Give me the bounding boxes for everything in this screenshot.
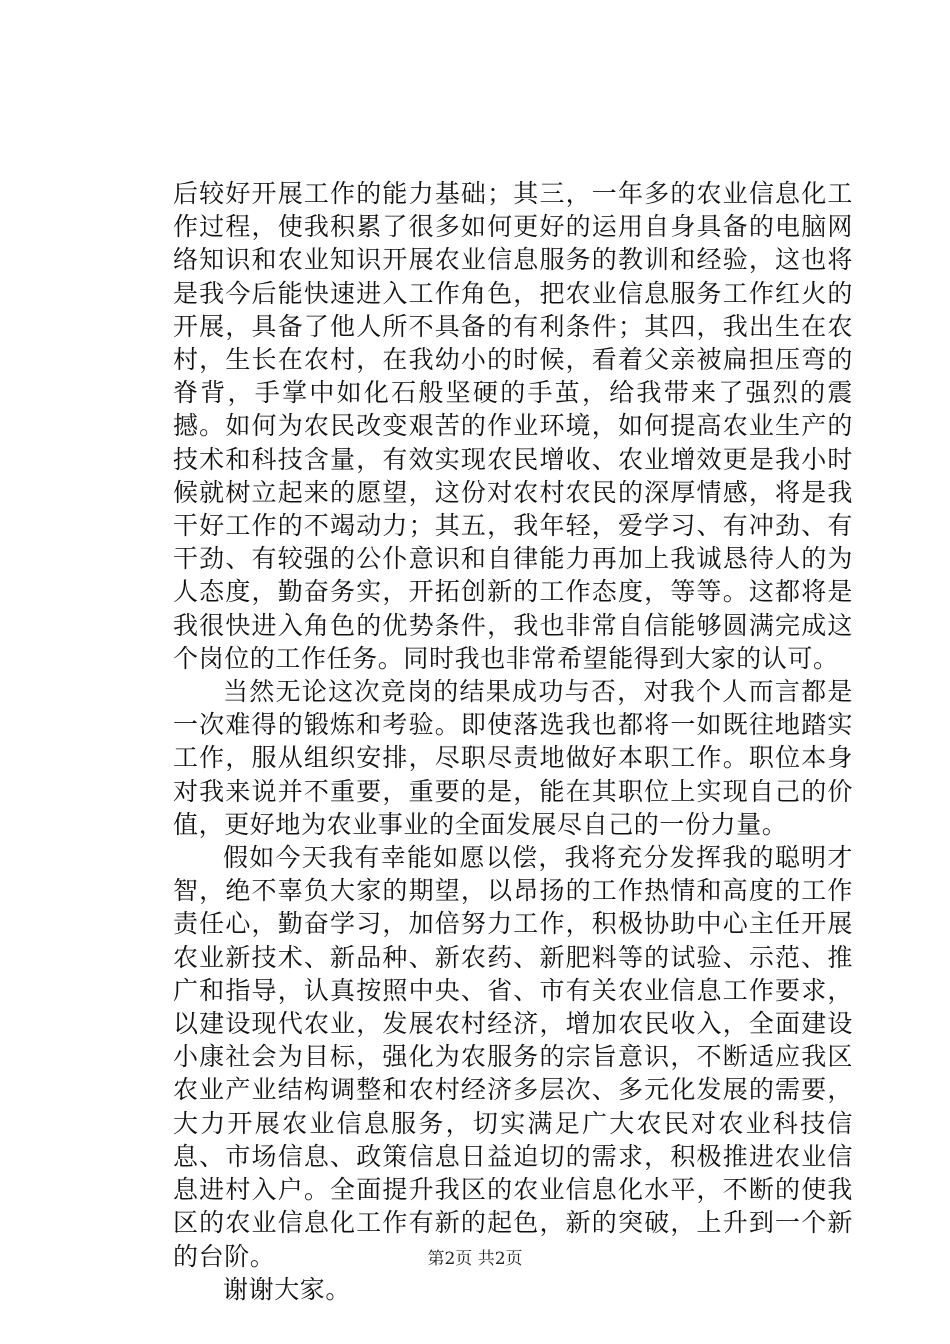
paragraph-continued: 后较好开展工作的能力基础；其三，一年多的农业信息化工作过程，使我积累了很多如何更好的运用自身具备的电脑网络知识和农业知识开展农业信息服务的教训和经验，这也将是我今后能快速进入工作角色，把农业信息服务工作红火的开展，具备了他人所不具备的有利条件；其四，我出生在农村，生长在农村，在我幼小的时候，看着父亲被扁担压弯的脊背，手掌中如化石般坚硬的手茧，给我带来了强烈的震撼。如何为农民改变艰苦的作业环境，如何提高农业生产的技术和科技含量，有效实现农民增收、农业增效更是我小时候就树立起来的愿望，这份对农村农民的深厚情感，将是我干好工作的不竭动力；其五，我年轻，爱学习、有冲劲、有干劲、有较强的公仆意识和自律能力再加上我诚恳待人的为人态度，勤奋务实，开拓创新的工作态度，等等。这都将是我很快进入角色的优势条件，我也非常自信能够圆满完成这个岗位的工作任务。同时我也非常希望能得到大家的认可。 (173, 179, 853, 673)
paragraph-closing: 谢谢大家。 (223, 1274, 352, 1304)
paragraph-competition-result: 当然无论这次竞岗的结果成功与否，对我个人而言都是一次难得的锻炼和考验。即使落选我也都将一如既往地踏实工作，服从组织安排，尽职尽责地做好本职工作。职位本身对我来说并不重要，重要的是，能在其职位上实现自己的价值，更好地为农业事业的全面发展尽自己的一份力量。 (173, 677, 853, 839)
page-number: 第2页 共2页 (427, 1249, 523, 1269)
paragraph-commitment: 假如今天我有幸能如愿以偿，我将充分发挥我的聪明才智，绝不辜负大家的期望，以昂扬的工作热情和高度的工作责任心，勤奋学习，加倍努力工作，积极协助中心主任开展农业新技术、新品种、新农药、新肥料等的试验、示范、推广和指导，认真按照中央、省、市有关农业信息工作要求，以建设现代农业，发展农村经济，增加农民收入，全面建设小康社会为目标，强化为农服务的宗旨意识，不断适应我区农业产业结构调整和农村经济多层次、多元化发展的需要，大力开展农业信息服务，切实满足广大农民对农业科技信息、市场信息、政策信息日益迫切的需求，积极推进农业信息进村入户。全面提升我区的农业信息化水平，不断的使我区的农业信息化工作有新的起色，新的突破，上升到一个新的台阶。 (173, 843, 853, 1271)
body-text (173, 177, 853, 1306)
